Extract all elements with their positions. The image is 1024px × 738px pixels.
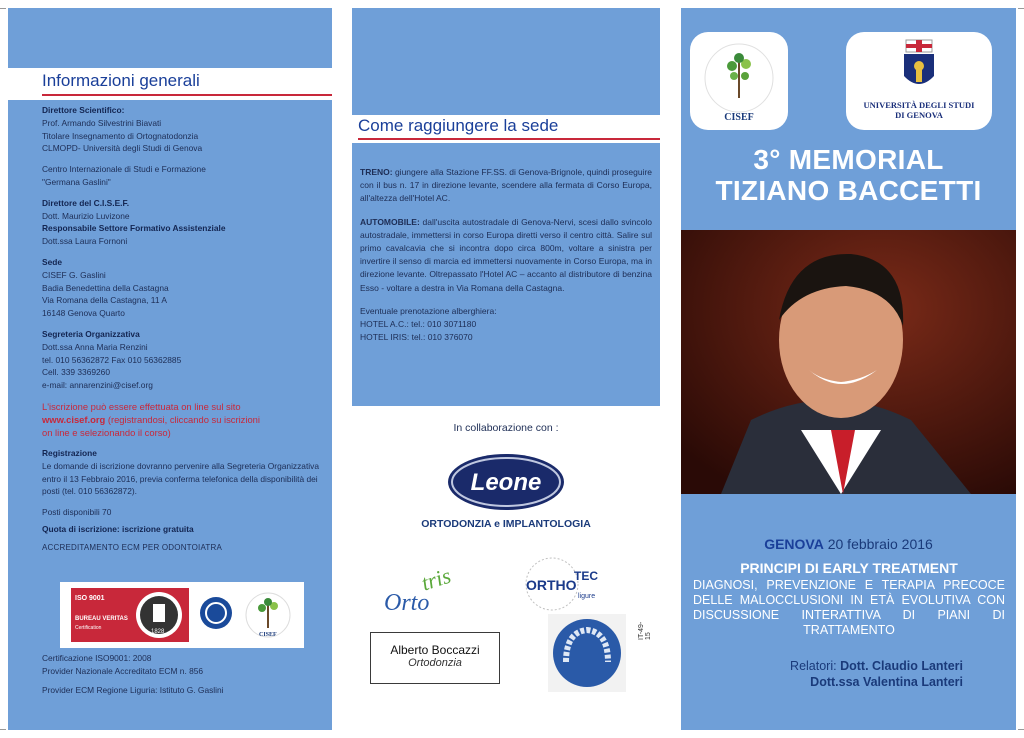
footer-info <box>42 652 326 697</box>
auto-label: AUTOMOBILE: <box>360 216 420 227</box>
middle-panel <box>352 8 660 730</box>
dental-arch-logo-icon <box>548 614 626 692</box>
treno-label: TRENO: <box>360 167 393 177</box>
unige-line: UNIVERSITÀ DEGLI STUDI <box>863 100 975 110</box>
leone-logo-icon <box>446 452 566 512</box>
centro-line: "Germana Gaslini" <box>42 176 111 187</box>
quota-text: Quota di iscrizione: iscrizione gratuita <box>42 523 194 534</box>
ortotris-logo-icon <box>380 554 476 618</box>
iscrizione-line: L'iscrizione può essere effettuata on line sul sito <box>42 400 241 412</box>
treno-paragraph <box>360 166 652 206</box>
accredia-logo-icon <box>198 595 234 635</box>
segreteria-email[interactable]: e-mail: annarenzini@cisef.org <box>42 380 153 391</box>
auto-paragraph <box>360 216 652 295</box>
direttore-cisef-name: Dott. Maurizio Luvizone <box>42 210 130 221</box>
iscrizione-line: (registrandosi, cliccando su iscrizioni <box>105 413 260 425</box>
iscrizione-link[interactable]: www.cisef.org <box>42 413 106 425</box>
title-line: TIZIANO BACCETTI <box>715 175 982 206</box>
responsabile-name: Dott.ssa Laura Fornoni <box>42 236 128 247</box>
cert-iso-line: Certification <box>74 625 102 631</box>
relatore-name: Dott. Claudio Lanteri <box>840 659 963 673</box>
orthotec-logo-icon <box>522 554 608 614</box>
unige-line: DI GENOVA <box>895 110 943 120</box>
cisef-logo-text: CISEF <box>724 112 754 123</box>
document-code: IT-49-15 <box>638 621 652 640</box>
orto-logo-text: Orto <box>384 590 430 616</box>
direttore-label: Direttore Scientifico: <box>42 105 125 115</box>
direttore-line: Prof. Armando Silvestrini Biavati <box>42 117 162 128</box>
leone-subtitle: ORTODONZIA e IMPLANTOLOGIA <box>421 518 591 530</box>
sede-line: Badia Benedettina della Castagna <box>42 282 169 293</box>
direttore-cisef-label: Direttore del C.I.S.E.F. <box>42 197 130 208</box>
crop-mark <box>1018 729 1024 730</box>
auto-text: dall'uscita autostradale di Genova-Nervi, scesi dallo svincolo autostradale, immettersi in corso Europa diretti verso il centro città. Salire sul primo cavalcavia che si incontra dopo circa 800m, voltare a sinistra per invertire il senso di marcia ed immettersi nuovamente in Corso Europa, ma in direzione levante. Oltrepassato l'Hotel AC – accanto al distributore di benzina Esso - voltare a destra in Via Romana della Castagna. <box>360 216 652 293</box>
ortho-logo-text: ORTHO <box>526 577 577 593</box>
cert-cisef: CISEF <box>259 632 277 638</box>
title-rule <box>358 138 660 140</box>
relatore-name: Dott.ssa Valentina Lanteri <box>810 675 963 689</box>
bureau-veritas-logo-icon <box>71 588 189 642</box>
tec-logo-text: TEC <box>574 569 598 583</box>
sede-line: 16148 Genova Quarto <box>42 308 125 319</box>
ligure-logo-text: ligure <box>578 593 596 600</box>
direttore-line: Titolare Insegnamento di Ortognatodonzia <box>42 130 199 141</box>
certification-logos <box>60 582 304 648</box>
info-body <box>42 104 326 555</box>
unige-name <box>846 100 992 120</box>
cisef-small-logo-icon <box>243 590 293 640</box>
posti-text: Posti disponibili 70 <box>42 507 112 518</box>
tris-logo-text: tris <box>418 562 454 596</box>
title-line: 3° MEMORIAL <box>753 144 944 175</box>
title-rule <box>42 94 332 96</box>
crop-mark <box>0 8 6 9</box>
hotel-intro: Eventuale prenotazione alberghiera: <box>360 305 497 316</box>
event-date <box>681 536 1016 552</box>
event-title <box>681 144 1016 206</box>
left-panel <box>8 8 332 730</box>
boccazzi-name: Alberto Boccazzi <box>390 643 480 657</box>
cert-bv-year: 1828 <box>150 629 165 635</box>
segreteria-line: tel. 010 56362872 Fax 010 56362885 <box>42 354 182 365</box>
portrait-photo <box>681 230 1016 494</box>
cisef-logo-box <box>690 32 788 130</box>
responsabile-label: Responsabile Settore Formativo Assistenziale <box>42 223 226 234</box>
leone-logo-text: Leone <box>470 469 542 496</box>
hotel-line: HOTEL IRIS: tel.: 010 376070 <box>360 332 473 343</box>
iscrizione-line: on line e selezionando il corso) <box>42 426 171 438</box>
relatori <box>701 658 1001 690</box>
direttore-line: CLMOPD- Università degli Studi di Genova <box>42 143 203 154</box>
relatori-label: Relatori: <box>790 659 841 673</box>
crop-mark <box>0 729 6 730</box>
segreteria-line: Cell. 339 3369260 <box>42 367 110 378</box>
segreteria-label: Segreteria Organizzativa <box>42 328 140 339</box>
cisef-tree-logo-icon <box>690 32 788 130</box>
event-date-text: 20 febbraio 2016 <box>823 536 933 552</box>
right-panel <box>681 8 1016 730</box>
sede-label: Sede <box>42 256 63 267</box>
event-subtitle-detail: DIAGNOSI, PREVENZIONE E TERAPIA PRECOCE DELLE MALOCCLUSIONI IN ETÀ EVOLUTIVA CON DISCUSSIONE INTERATTIVA DI PIANI DI TRATTAMENTO <box>693 578 1005 637</box>
centro-line: Centro Internazionale di Studi e Formazione <box>42 164 206 175</box>
hotel-line: HOTEL A.C.: tel.: 010 3071180 <box>360 319 477 330</box>
boccazzi-box <box>370 632 500 684</box>
footer-line: Certificazione ISO9001: 2008 <box>42 653 152 663</box>
sede-line: CISEF G. Gaslini <box>42 269 106 280</box>
footer-line: Provider ECM Regione Liguria: Istituto G. Gaslini <box>42 685 224 695</box>
segreteria-line: Dott.ssa Anna Maria Renzini <box>42 341 148 352</box>
unige-crest-icon <box>846 32 992 102</box>
registrazione-text: Le domande di iscrizione dovranno pervenire alla Segreteria Organizzativa entro il 13 Febbraio 2016, previa conferma telefonica della disponibilità dei posti (tel. 010 56362872). <box>42 460 319 497</box>
event-city: GENOVA <box>764 536 824 552</box>
section-title: Informazioni generali <box>42 71 200 90</box>
crop-mark <box>1018 8 1024 9</box>
registrazione-label: Registrazione <box>42 447 97 458</box>
accreditamento-text: ACCREDITAMENTO ECM PER ODONTOIATRA <box>42 542 222 552</box>
event-subtitle-main: PRINCIPI DI EARLY TREATMENT <box>740 560 958 576</box>
section-title: Come raggiungere la sede <box>358 116 559 135</box>
directions-body <box>360 166 652 344</box>
cert-iso-line: ISO 9001 <box>74 595 105 602</box>
treno-text: giungere alla Stazione FF.SS. di Genova-Brignole, quindi proseguire con il bus n. 17 in direzione levante, scendere alla fermata di Corso Europa, all'altezza dell'Hotel AC. <box>360 167 652 204</box>
cert-iso-line: BUREAU VERITAS <box>74 616 128 622</box>
sede-line: Via Romana della Castagna, 11 A <box>42 295 167 306</box>
collab-label: In collaborazione con : <box>453 422 559 434</box>
footer-line: Provider Nazionale Accreditato ECM n. 856 <box>42 666 204 676</box>
boccazzi-sub: Ortodonzia <box>408 657 462 669</box>
